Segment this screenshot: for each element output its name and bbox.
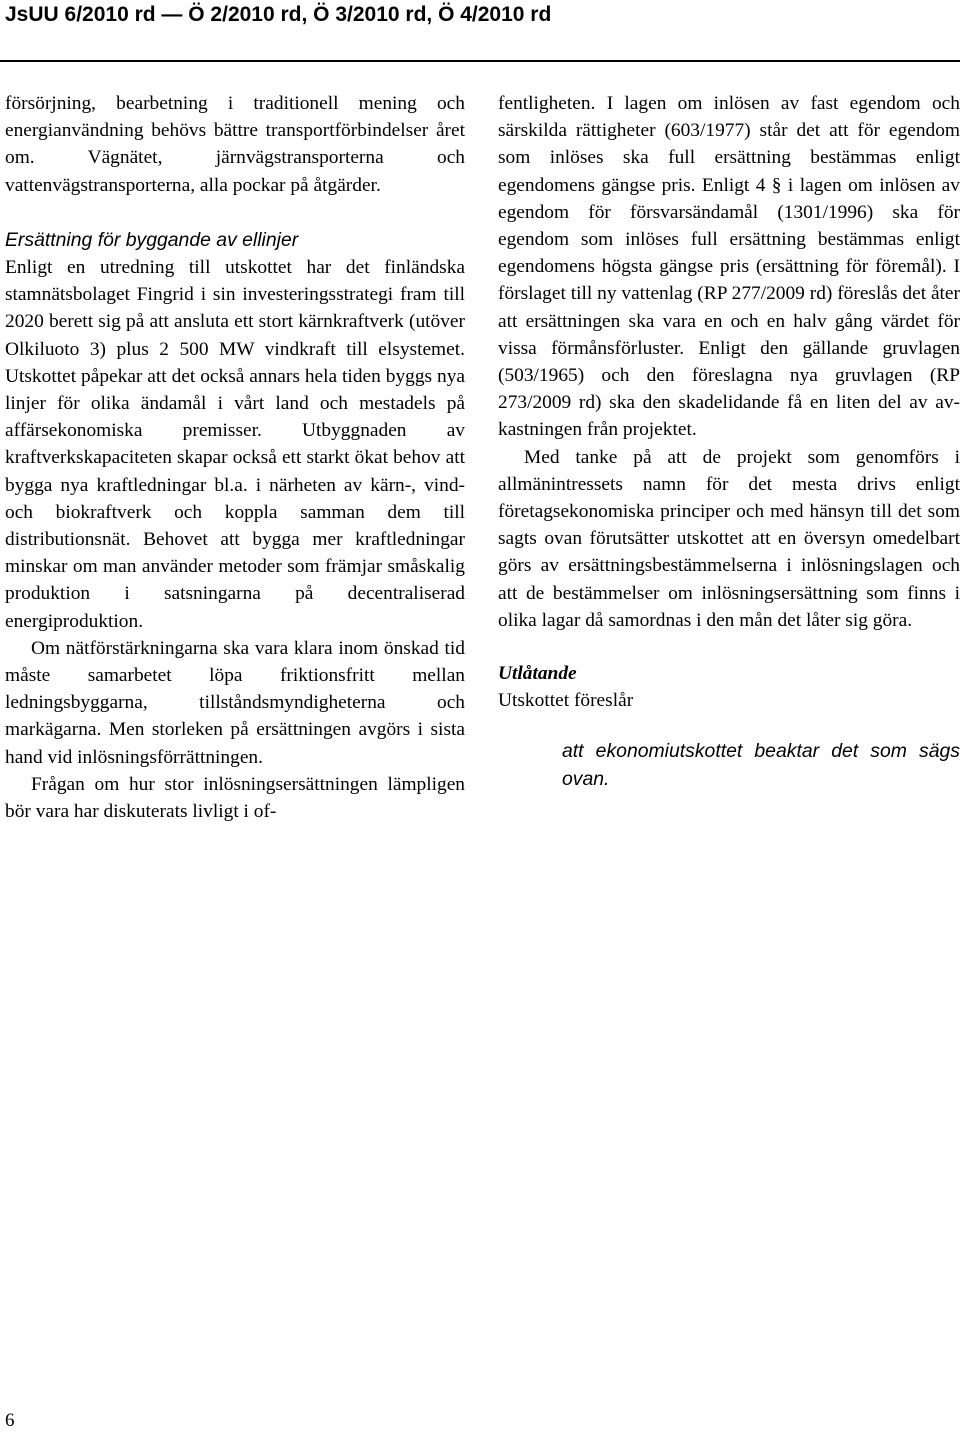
document-header xyxy=(5,2,625,28)
statement-heading: Utlåtande xyxy=(498,663,577,685)
right-paragraph-1: Med tanke på att de projekt som genomförs i allmänintressets namn för det mesta drivs enligt företagsekonomiska principer och med hänsyn till det som sagts ovan förutsätter utskottet att en översyn omedelbart görs av ersättningsbestämmelserna i inlösningslagen och att de bestämmelser om inlösningsersättning som finns i olika lagar då samordnas i den mån det låter sig göra. xyxy=(498,446,960,631)
section-subheading: Ersättning för byggande av ellinjer xyxy=(5,228,299,251)
left-continued-paragraph: försörjning, bearbetning i traditionell mening och energianvändning behövs bättre transportförbindelser året om. Vägnätet, järnvägstransporterna och vattenvägstransporterna, alla pockar på åtgärder. xyxy=(5,93,465,196)
left-paragraph-3: Frågan om hur stor inlösningsersättningen lämpligen bör vara har diskuterats livligt i of- xyxy=(5,773,465,823)
left-column xyxy=(5,90,465,825)
left-paragraph-1: Enligt en utredning till utskottet har det finländska stamnätsbolaget Fingrid i sin investeringsstrategi fram till 2020 berett sig på att ansluta ett stort kärnkraftverk (utöver Olkiluoto 3) plus 2 500 MW vindkraft till elsystemet. Utskottet påpekar att det också annars hela tiden byggs nya linjer för olika ändamål i vårt land och mestadels på affärsekonomiska premisser. Utbyggnaden av kraftverkskapaciteten skapar också ett starkt ökat behov att bygga nya kraftledningar bl.a. i närheten av kärn-, vind- och biokraftverk och koppla samman dem till distributionsnät. Behovet att bygga mer kraftledningar minskar om man använder metoder som främjar småskalig produktion i satsningarna på decentraliserad energiproduktion. xyxy=(5,257,465,632)
right-column xyxy=(498,90,960,793)
header-title: JsUU 6/2010 rd — Ö 2/2010 rd, Ö 3/2010 rd, Ö 4/2010 rd xyxy=(5,3,552,26)
statement-proposal: att ekonomiutskottet beaktar det som sägs ovan. xyxy=(562,740,960,790)
page-number: 6 xyxy=(5,1410,15,1431)
left-paragraph-2: Om nätförstärkningarna ska vara klara inom önskad tid måste samarbetet löpa friktionsfritt mellan ledningsbyggarna, tillståndsmyndigheterna och markägarna. Men storleken på ersättningen avgörs i sista hand vid inlösningsförrättningen. xyxy=(5,637,465,768)
header-rule xyxy=(0,60,960,62)
statement-lead: Utskottet föreslår xyxy=(498,690,634,712)
right-continued-paragraph: fentligheten. I lagen om inlösen av fast egendom och särskilda rättigheter (603/1977) står det att för egendom som inlöses ska full ersättning bestämmas enligt egendomens gängse pris. Enligt 4 § i lagen om inlösen av egendom för försvarsändamål (1301/1996) ska för egendom som inlöses full ersättning bestämmas enligt egendomens högsta gängse pris (ersättning för föremål). I förslaget till ny vattenlag (RP 277/2009 rd) föreslås det åter att ersättningen ska vara en och en halv gång värdet för vissa förmånsförluster. Enligt den gällande gruvlagen (503/1965) och den föreslagna nya gruvlagen (RP 273/2009 rd) ska den skadelidande få en liten del av avkastningen från projektet. xyxy=(498,93,960,441)
